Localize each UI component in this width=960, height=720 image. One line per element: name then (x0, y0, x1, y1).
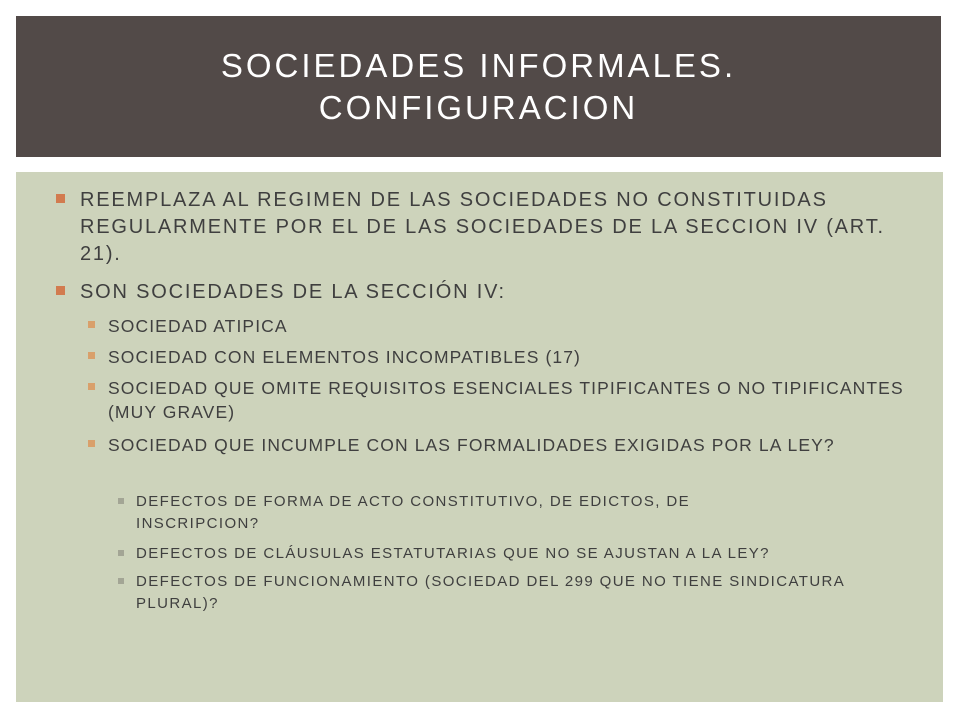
title-bar (16, 16, 941, 157)
sub-bullet-text: SOCIEDAD QUE INCUMPLE CON LAS FORMALIDADES EXIGIDAS POR LA LEY? (108, 435, 835, 455)
bullet-marker-icon (56, 286, 65, 295)
sub-bullet-marker-icon (88, 383, 95, 390)
sub-sub-bullet-item (136, 571, 866, 615)
slide-title-line-1: SOCIEDADES INFORMALES. (220, 46, 737, 84)
sub-sub-bullet-item (136, 543, 926, 565)
sub-bullet-item (108, 433, 918, 457)
sub-bullet-item (108, 345, 913, 369)
sub-bullet-marker-icon (88, 440, 95, 447)
slide-title (221, 45, 736, 129)
bullet-marker-icon (56, 194, 65, 203)
sub-sub-bullet-text: DEFECTOS DE CLÁUSULAS ESTATUTARIAS QUE NO SE AJUSTAN A LA LEY? (136, 545, 770, 562)
sub-bullet-item (108, 376, 913, 424)
sub-sub-bullet-marker-icon (118, 550, 124, 556)
slide-title-line-2: CONFIGURACION (318, 88, 639, 126)
sub-sub-bullet-marker-icon (118, 498, 124, 504)
bullet-text: SON SOCIEDADES DE LA SECCIÓN IV: (80, 281, 506, 303)
sub-sub-bullet-text: DEFECTOS DE FORMA DE ACTO CONSTITUTIVO, DE EDICTOS, DE INSCRIPCION? (136, 493, 690, 532)
sub-bullet-item (108, 314, 913, 338)
sub-bullet-marker-icon (88, 352, 95, 359)
sub-bullet-text: SOCIEDAD QUE OMITE REQUISITOS ESENCIALES TIPIFICANTES O NO TIPIFICANTES (MUY GRAVE) (108, 378, 904, 422)
bullet-item (80, 187, 900, 268)
bullet-item (80, 279, 900, 306)
sub-sub-bullet-item (136, 491, 806, 535)
sub-sub-bullet-text: DEFECTOS DE FUNCIONAMIENTO (SOCIEDAD DEL 299 QUE NO TIENE SINDICATURA PLURAL)? (136, 573, 845, 612)
sub-sub-bullet-marker-icon (118, 578, 124, 584)
sub-bullet-text: SOCIEDAD ATIPICA (108, 316, 288, 336)
sub-bullet-text: SOCIEDAD CON ELEMENTOS INCOMPATIBLES (17) (108, 347, 581, 367)
sub-bullet-marker-icon (88, 321, 95, 328)
bullet-text: REEMPLAZA AL REGIMEN DE LAS SOCIEDADES NO CONSTITUIDAS REGULARMENTE POR EL DE LAS SOCIEDADES DE LA SECCION IV (ART. 21). (80, 189, 885, 265)
